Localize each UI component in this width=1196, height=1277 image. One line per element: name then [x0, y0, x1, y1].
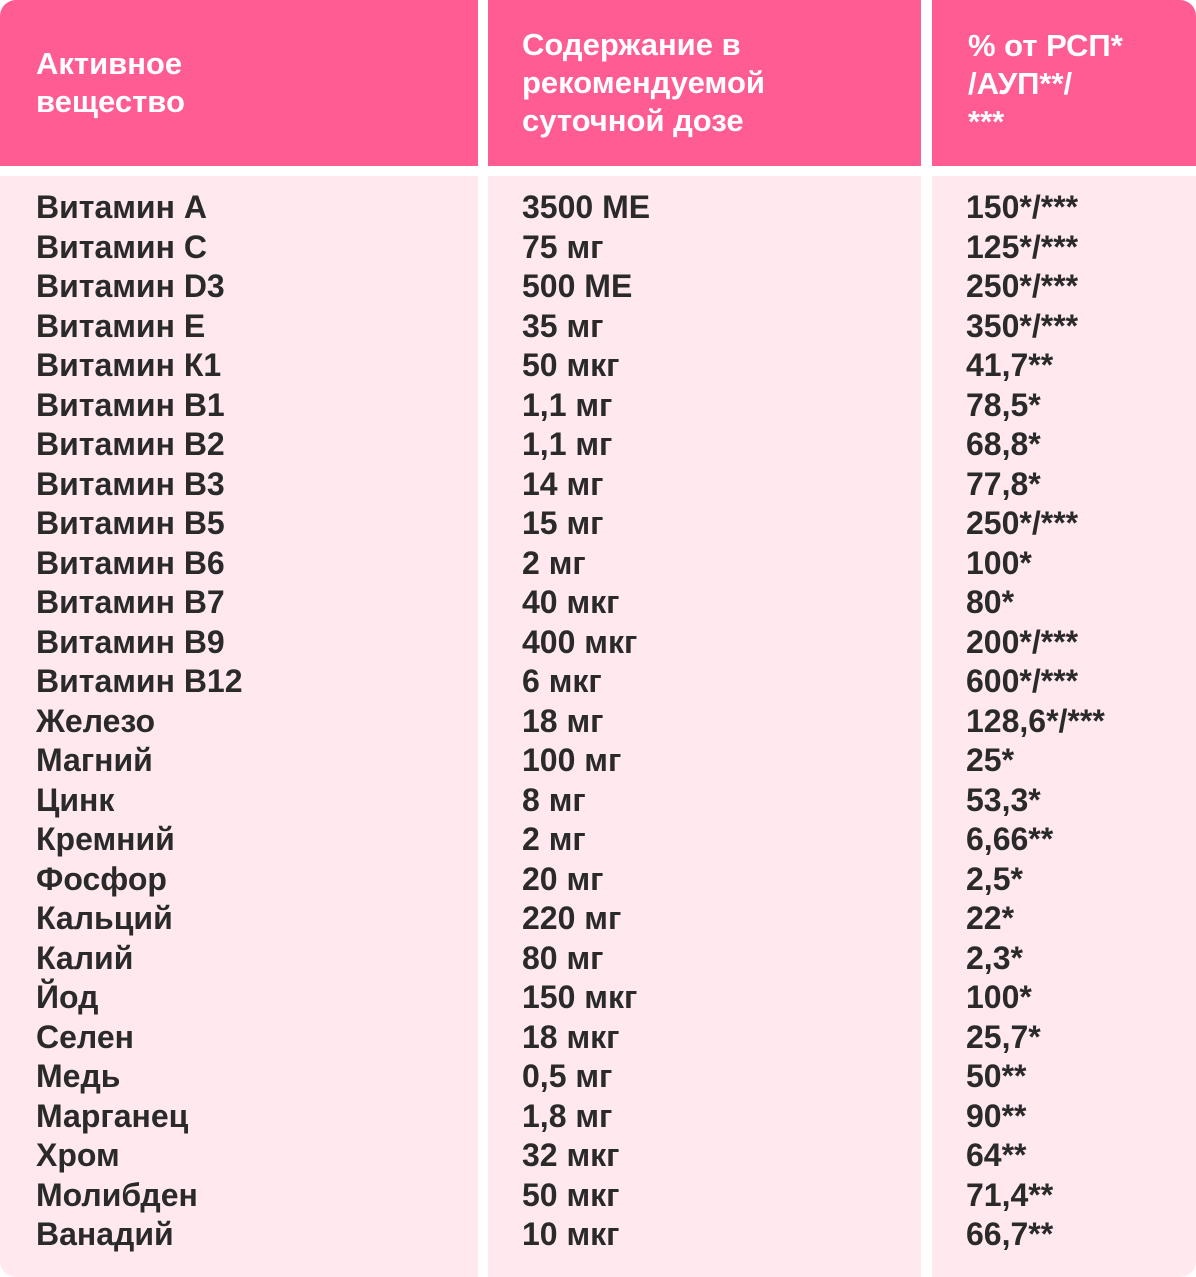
- cell-substance: Витамин В12: [36, 663, 243, 699]
- cell-percent: 25,7*: [966, 1018, 1041, 1055]
- cell-content: 20 мг: [522, 860, 604, 897]
- cell-percent: 78,5*: [966, 386, 1041, 423]
- cell-percent: 150*/***: [966, 189, 1079, 225]
- column-substance: [0, 0, 478, 1277]
- cell-substance: Марганец: [36, 1097, 189, 1134]
- cell-content: 6 мкг: [522, 663, 602, 699]
- cell-percent: 100*: [966, 544, 1032, 581]
- cell-content: 32 мкг: [522, 1137, 620, 1173]
- cell-percent: 2,3*: [966, 939, 1023, 976]
- cell-substance: Кальций: [36, 900, 173, 936]
- cell-substance: Магний: [36, 742, 153, 778]
- cell-substance: Кремний: [36, 821, 175, 857]
- column-content-cells: [488, 176, 921, 1277]
- cell-percent: 22*: [966, 900, 1015, 936]
- cell-content: 80 мг: [522, 939, 604, 976]
- cell-substance: Витамин К1: [36, 347, 222, 383]
- cell-content: 1,1 мг: [522, 426, 613, 462]
- cell-substance: Молибден: [36, 1176, 198, 1213]
- cell-content: 2 мг: [522, 544, 586, 581]
- column-percent: [932, 0, 1196, 1277]
- cell-percent: 41,7**: [966, 347, 1054, 383]
- cell-content: 0,5 мг: [522, 1058, 613, 1094]
- cell-percent: 77,8*: [966, 465, 1041, 502]
- cell-substance: Витамин В9: [36, 623, 225, 660]
- cell-percent: 50**: [966, 1058, 1027, 1094]
- cell-content: 50 мкг: [522, 1176, 620, 1213]
- cell-substance: Йод: [36, 979, 99, 1015]
- cell-content: 15 мг: [522, 505, 604, 541]
- cell-percent: 250*/***: [966, 268, 1079, 304]
- cell-substance: Селен: [36, 1018, 134, 1055]
- cell-percent: 200*/***: [966, 623, 1079, 660]
- cell-substance: Витамин А: [36, 189, 207, 225]
- cell-percent: 600*/***: [966, 663, 1079, 699]
- cell-substance: Витамин В1: [36, 386, 225, 423]
- cell-substance: Витамин В6: [36, 544, 225, 581]
- cell-content: 220 мг: [522, 900, 622, 936]
- header-substance: [0, 0, 478, 166]
- cell-content: 50 мкг: [522, 347, 620, 383]
- cell-substance: Железо: [36, 702, 156, 739]
- cell-substance: Витамин Е: [36, 307, 206, 344]
- header-percent-label: % от РСП* /АУП**/ ***: [968, 28, 1123, 139]
- cell-substance: Калий: [36, 939, 134, 976]
- cell-percent: 125*/***: [966, 228, 1079, 265]
- cell-percent: 66,7**: [966, 1216, 1054, 1252]
- cell-substance: Витамин С: [36, 228, 207, 265]
- cell-percent: 71,4**: [966, 1176, 1054, 1213]
- cell-substance: Витамин D3: [36, 268, 225, 304]
- cell-substance: Витамин В3: [36, 465, 225, 502]
- cell-percent: 128,6*/***: [966, 702, 1105, 739]
- cell-percent: 25*: [966, 742, 1015, 778]
- cell-substance: Фосфор: [36, 860, 167, 897]
- cell-content: 1,1 мг: [522, 386, 613, 423]
- cell-content: 40 мкг: [522, 584, 620, 620]
- cell-percent: 80*: [966, 584, 1015, 620]
- cell-percent: 2,5*: [966, 860, 1023, 897]
- cell-substance: Витамин В7: [36, 584, 225, 620]
- column-content: [488, 0, 921, 1277]
- cell-content: 400 мкг: [522, 623, 638, 660]
- header-content: [488, 0, 921, 166]
- cell-content: 35 мг: [522, 307, 604, 344]
- cell-percent: 250*/***: [966, 505, 1079, 541]
- cell-substance: Хром: [36, 1137, 120, 1173]
- cell-content: 18 мг: [522, 702, 604, 739]
- column-substance-cells: [0, 176, 478, 1277]
- cell-percent: 90**: [966, 1097, 1027, 1134]
- cell-content: 14 мг: [522, 465, 604, 502]
- cell-percent: 68,8*: [966, 426, 1041, 462]
- cell-content: 150 мкг: [522, 979, 638, 1015]
- cell-content: 75 мг: [522, 228, 604, 265]
- column-percent-cells: [932, 176, 1196, 1277]
- header-substance-label: Активное вещество: [36, 46, 185, 119]
- cell-content: 1,8 мг: [522, 1097, 613, 1134]
- cell-substance: Витамин В5: [36, 505, 225, 541]
- cell-content: 8 мг: [522, 781, 586, 818]
- cell-percent: 64**: [966, 1137, 1027, 1173]
- cell-substance: Цинк: [36, 781, 115, 818]
- cell-content: 500 МЕ: [522, 268, 633, 304]
- cell-content: 18 мкг: [522, 1018, 620, 1055]
- header-content-label: Содержание в рекомендуемой суточной дозе: [522, 27, 765, 138]
- cell-content: 2 мг: [522, 821, 586, 857]
- cell-substance: Медь: [36, 1058, 121, 1094]
- cell-substance: Ванадий: [36, 1216, 174, 1252]
- cell-percent: 350*/***: [966, 307, 1079, 344]
- cell-percent: 6,66**: [966, 821, 1054, 857]
- cell-substance: Витамин В2: [36, 426, 225, 462]
- cell-percent: 53,3*: [966, 781, 1041, 818]
- cell-content: 3500 МЕ: [522, 189, 651, 225]
- cell-content: 10 мкг: [522, 1216, 620, 1252]
- header-percent: [932, 0, 1196, 166]
- cell-percent: 100*: [966, 979, 1032, 1015]
- cell-content: 100 мг: [522, 742, 622, 778]
